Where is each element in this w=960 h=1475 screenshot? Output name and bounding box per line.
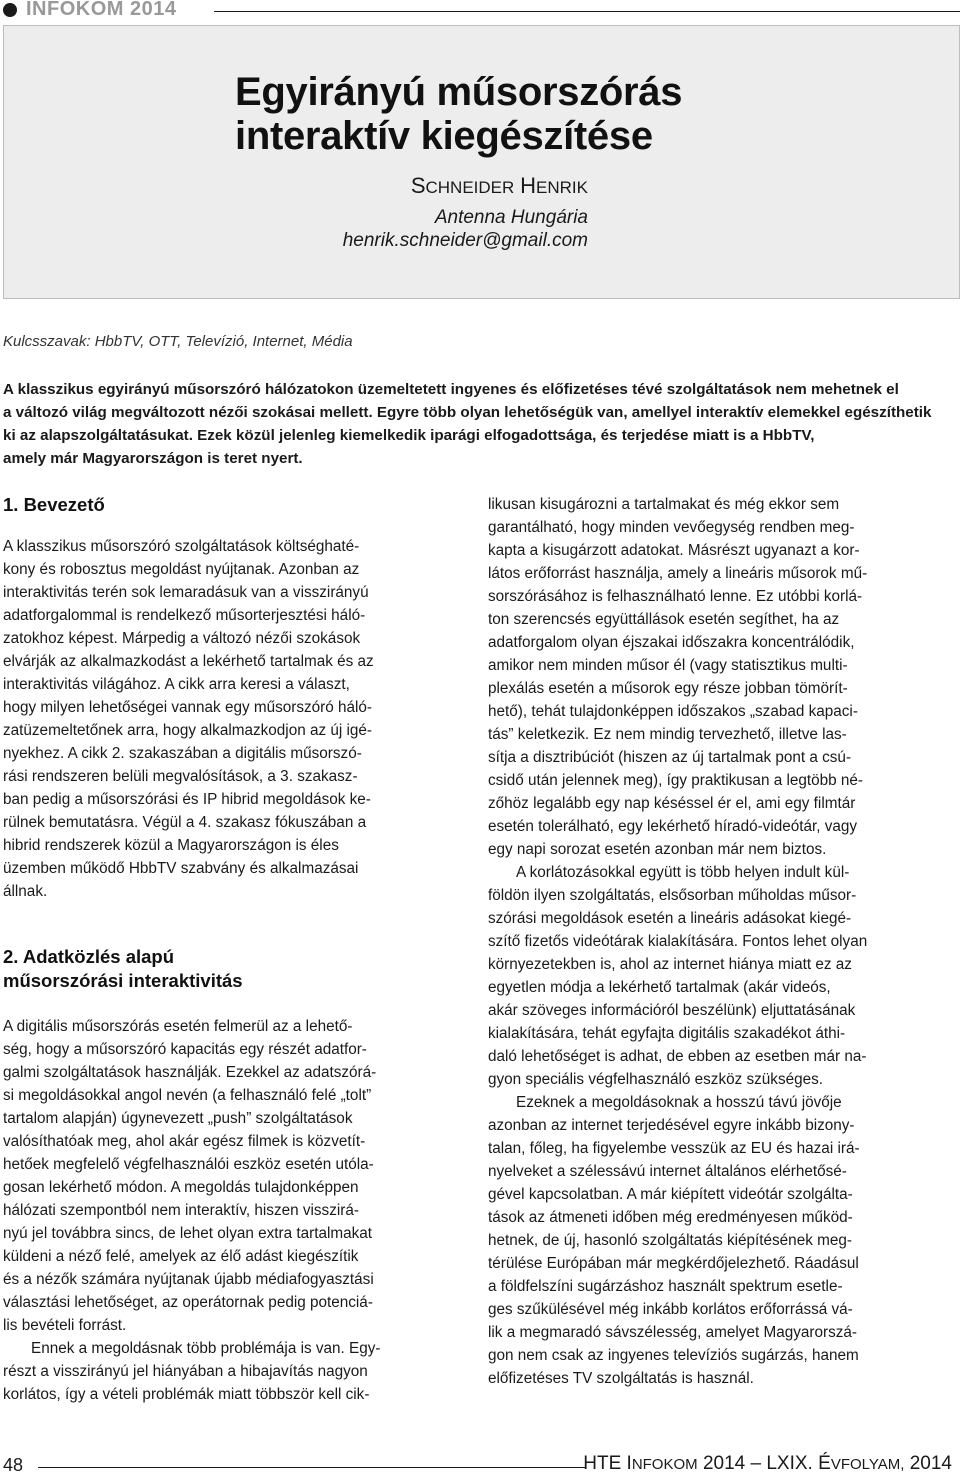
right-paragraph-2: [488, 861, 958, 1091]
text-line: lis bevételi forrást.: [3, 1317, 127, 1334]
text-line: plexálás esetén a műsorok egy része jobban tömörít-: [488, 680, 848, 697]
text-line: a földfelszíni sugárzáshoz használt spektrum esetle-: [488, 1278, 843, 1295]
text-line: szítő fizetős videótárak kialakítására. Fontos lehet olyan: [488, 933, 868, 950]
text-line: gyon speciális végfelhasználó eszköz szükséges.: [488, 1071, 824, 1088]
text-line: korlátos, így a vételi problémák miatt többször kell cik-: [3, 1386, 370, 1403]
text-line: interaktivitás világához. A cikk arra keresi a választ,: [3, 676, 350, 693]
text-line: részt a visszirányú jel hiányában a hibajavítás nagyon: [3, 1363, 368, 1380]
text-line: nyú jel továbbra sincs, de lehet olyan extra tartalmakat: [3, 1225, 373, 1242]
text-line: kony és robosztus megoldást nyújtanak. Azonban az: [3, 561, 360, 578]
text-line: adatforgalommal is rendelkező műsorterjesztési háló-: [3, 607, 366, 624]
text-line: garantálható, hogy minden vevőegység rendben meg-: [488, 519, 855, 536]
author-affiliation: Antenna Hungária: [434, 207, 588, 228]
text-line: tartalom alapján) úgynevezett „push” szolgáltatások: [3, 1110, 353, 1127]
journal-footer: [583, 1453, 952, 1475]
text-line: tások az átmeneti időben még eredményesen működ-: [488, 1209, 853, 1226]
section-1-body: [3, 535, 473, 903]
section-2-heading-line-1: 2. Adatközlés alapú: [3, 946, 175, 967]
text-line: sorszórásához is felhasználható lenne. Ez utóbbi korlá-: [488, 588, 863, 605]
text-line: Ezeknek a megoldásoknak a hosszú távú jövője: [516, 1094, 842, 1111]
text-line: gon nem csak az ingyenes televíziós sugárzás, hanem: [488, 1347, 859, 1364]
text-line: Ennek a megoldásnak több problémája is van. Egy-: [31, 1340, 381, 1357]
text-line: lik a megmaradó sávszélesség, amelyet Magyarorszá-: [488, 1324, 857, 1341]
abstract-line: a változó világ megváltozott nézői szokásai mellett. Egyre több olyan lehetőségük van, amellyel interaktív elemekkel egészíthetik: [3, 404, 932, 421]
text-line: daló lehetőséget is adhat, de ebben az esetben már na-: [488, 1048, 867, 1065]
keywords: Kulcsszavak: HbbTV, OTT, Televízió, Internet, Média: [3, 333, 353, 350]
text-line: választási lehetőséget, az operátornak pedig potenciá-: [3, 1294, 373, 1311]
text-line: akár szöveges információról beszélünk) eljuttatásának: [488, 1002, 856, 1019]
abstract: [3, 378, 960, 470]
title-line-1: Egyirányú műsorszórás: [235, 70, 683, 114]
text-line: ban pedig a műsorszórási és IP hibrid megoldások ke-: [3, 791, 371, 808]
section-1-heading: 1. Bevezető: [3, 494, 105, 515]
section-2-heading-line-2: műsorszórási interaktivitás: [3, 970, 243, 991]
text-line: sítja a disztribúciót (hiszen az új tartalmak pont a csú-: [488, 749, 852, 766]
author-name: [411, 173, 588, 201]
abstract-line: ki az alapszolgáltatásukat. Ezek közül jelenleg kiemelkedik iparági elfogadottsága, és terjedése miatt is a HbbTV,: [3, 427, 815, 444]
text-line: elvárják az alkalmazkodást a lekérhető tartalmak és az: [3, 653, 374, 670]
article-title: [235, 70, 682, 158]
text-line: azonban az internet terjedésével egyre inkább bizony-: [488, 1117, 855, 1134]
text-line: amikor nem minden műsor él (vagy statisztikus multi-: [488, 657, 848, 674]
right-paragraph-1: [488, 493, 958, 861]
text-line: hogy milyen lehetőségei vannak egy műsorszóró háló-: [3, 699, 373, 716]
text-line: csidő után jelennek meg), így praktikusan a legtöbb né-: [488, 772, 863, 789]
text-line: valósíthatóak meg, ahol akár egész filmek is közvetít-: [3, 1133, 366, 1150]
text-line: A digitális műsorszórás esetén felmerül az a lehető-: [3, 1018, 353, 1035]
abstract-line: A klasszikus egyirányú műsorszóró hálózatokon üzemeltetett ingyenes és előfizetéses tévé szolgáltatások nem mehetnek el: [3, 381, 899, 398]
text-line: hibrid rendszerek közül a Magyarországon is éles: [3, 837, 339, 854]
text-line: hetnek, de új, hasonló szolgáltatás kiépítésének meg-: [488, 1232, 852, 1249]
text-line: ség, hogy a műsorszóró kapacitás egy részét adatfor-: [3, 1041, 367, 1058]
text-line: és a nézők számára nyújtanak újabb médiafogyasztási: [3, 1271, 374, 1288]
text-line: üzemben működő HbbTV szabvány és alkalmazásai: [3, 860, 359, 877]
text-line: esetén tolerálható, egy lekérhető híradó-videótár, vagy: [488, 818, 858, 835]
abstract-line: amely már Magyarországon is teret nyert.: [3, 450, 303, 467]
text-line: ges szűkülésével még inkább korlátos erőforrássá vá-: [488, 1301, 853, 1318]
text-line: előfizetéses TV szolgáltatás is használ.: [488, 1370, 754, 1387]
text-line: szórási megoldások esetén a lineáris adásokat kiegé-: [488, 910, 852, 927]
text-line: nyelveket a szélessávú internet általános elérhetősé-: [488, 1163, 847, 1180]
text-line: ton szerencsés együttállások esetén segíthet, ha az: [488, 611, 840, 628]
text-line: kapta a kisugárzott adatokat. Másrészt ugyanazt a kor-: [488, 542, 860, 559]
text-line: tás” keletkezik. Ez nem mindig tervezhető, illetve las-: [488, 726, 847, 743]
text-line: galmi szolgáltatások használják. Ezekkel az adatszórá-: [3, 1064, 377, 1081]
text-line: adatforgalom olyan éjszakai időszakra koncentrálódik,: [488, 634, 855, 651]
right-column: [488, 493, 958, 1390]
text-line: kialakítására, tehát egyfajta digitális szakadékot áthi-: [488, 1025, 846, 1042]
title-line-2: interaktív kiegészítése: [235, 114, 653, 158]
section-2-paragraph-2: [3, 1337, 473, 1406]
journal-footer-text: HTE INFOKOM 2014 – LXIX. ÉVFOLYAM, 2014: [583, 1453, 952, 1474]
text-line: hálózati szempontból nem interaktív, hiszen visszirá-: [3, 1202, 359, 1219]
right-paragraph-3: [488, 1091, 958, 1390]
text-line: nyekhez. A cikk 2. szakaszában a digitális műsorszó-: [3, 745, 362, 762]
text-line: interaktivitás terén sok lemaradásuk van a visszirányú: [3, 584, 369, 601]
text-line: talan, főleg, ha figyelembe vesszük az EU és hazai irá-: [488, 1140, 860, 1157]
text-line: A klasszikus műsorszóró szolgáltatások költséghaté-: [3, 538, 360, 555]
text-line: rási rendszeren belüli megvalósítások, a 3. szakasz-: [3, 768, 358, 785]
text-line: hetőek megfelelő végfelhasználói eszköz esetén utóla-: [3, 1156, 374, 1173]
text-line: környezetekben is, ahol az internet hiánya miatt ez az: [488, 956, 852, 973]
running-header-label: INFOKOM 2014: [26, 0, 177, 20]
header-rule: [214, 11, 960, 12]
section-2-paragraph-1: [3, 1015, 473, 1337]
author-name-text: SCHNEIDER HENRIK: [410, 173, 588, 198]
text-line: egy napi sorozat esetén azonban már nem biztos.: [488, 841, 827, 858]
footer-rule: [38, 1467, 586, 1468]
left-column: [3, 493, 473, 1406]
bullet-icon: [3, 3, 17, 17]
text-line: hető), tehát tulajdonképpen időszakos „szabad kapaci-: [488, 703, 858, 720]
title-box: [3, 25, 960, 299]
text-line: likusan kisugározni a tartalmakat és még ekkor sem: [488, 496, 840, 513]
text-line: A korlátozásokkal együtt is több helyen indult kül-: [516, 864, 850, 881]
text-line: látos erőforrást használja, amely a lineáris műsorok mű-: [488, 565, 868, 582]
text-line: zőhöz legalább egy nap késéssel ér el, ami egy filmtár: [488, 795, 856, 812]
text-line: si megoldásokkal angol nevén (a felhasználó felé „tolt”: [3, 1087, 372, 1104]
text-line: gosan lekérhető módon. A megoldás tulajdonképpen: [3, 1179, 359, 1196]
text-line: földön ilyen szolgáltatás, elsősorban műholdas műsor-: [488, 887, 857, 904]
text-line: egyetlen módja a lekérhető tartalmak (akár videós,: [488, 979, 831, 996]
text-line: gével kapcsolatban. A már kiépített videótár szolgálta-: [488, 1186, 853, 1203]
text-line: rülnek bemutatásra. Végül a 4. szakasz fókuszában a: [3, 814, 367, 831]
text-line: küldeni a néző felé, amelyek az élő adást kiegészítik: [3, 1248, 359, 1265]
text-line: zatokhoz képest. Márpedig a változó nézői szokások: [3, 630, 361, 647]
text-line: zatüzemeltetőnek arra, hogy alkalmazkodjon az új igé-: [3, 722, 373, 739]
page-number: 48: [3, 1455, 24, 1475]
running-header: [0, 0, 960, 22]
text-line: térülése Európában már megkérdőjelezhető. Ráadásul: [488, 1255, 859, 1272]
text-line: állnak.: [3, 883, 48, 900]
author-email: henrik.schneider@gmail.com: [342, 230, 588, 251]
